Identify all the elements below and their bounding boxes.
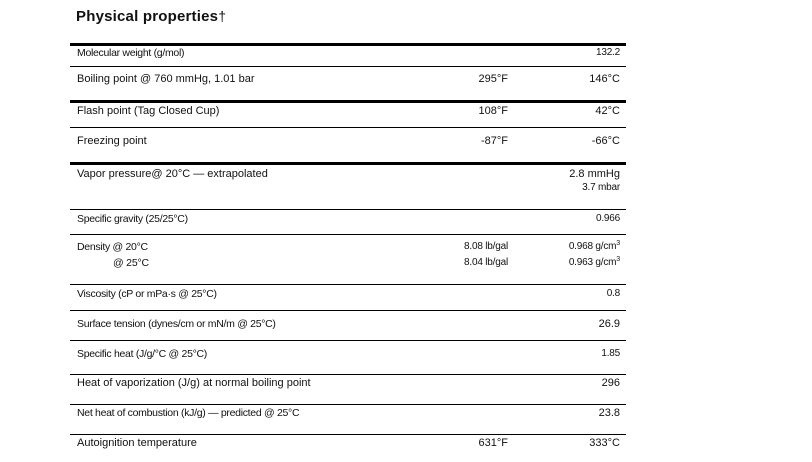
row-value-c: 146°C xyxy=(589,73,620,85)
row-value-c-secondary: 3.7 mbar xyxy=(582,182,620,193)
row-label-secondary: @ 25°C xyxy=(113,257,149,269)
row-divider xyxy=(70,209,626,210)
row-value-c: -66°C xyxy=(591,135,620,147)
page-title xyxy=(76,8,226,25)
row-value-c: 296 xyxy=(601,377,620,389)
row-label: Surface tension (dynes/cm or mN/m @ 25°C) xyxy=(77,318,276,330)
row-label: Density @ 20°C xyxy=(77,241,148,253)
row-label: Heat of vaporization (J/g) at normal boiling point xyxy=(77,377,311,389)
row-value-f: 295°F xyxy=(478,73,508,85)
row-label: Specific gravity (25/25°C) xyxy=(77,213,188,225)
row-value-c: 2.8 mmHg xyxy=(569,168,620,180)
title-dagger: † xyxy=(218,8,227,24)
row-divider xyxy=(70,404,626,405)
row-label: Viscosity (cP or mPa·s @ 25°C) xyxy=(77,288,217,300)
row-divider xyxy=(70,234,626,235)
row-value-f: 8.08 lb/gal xyxy=(464,241,508,252)
superscript: 3 xyxy=(616,240,620,247)
row-value-f: 631°F xyxy=(478,437,508,449)
row-label: Molecular weight (g/mol) xyxy=(77,47,185,59)
row-divider-thick xyxy=(70,100,626,103)
row-value-c: 132.2 xyxy=(595,47,620,58)
row-value-c: 26.9 xyxy=(598,318,620,330)
row-value-c: 23.8 xyxy=(598,407,620,419)
row-label: Boiling point @ 760 mmHg, 1.01 bar xyxy=(77,73,255,85)
row-value-f: 108°F xyxy=(478,105,508,117)
row-divider xyxy=(70,284,626,285)
row-divider xyxy=(70,127,626,128)
row-divider xyxy=(70,310,626,311)
table-top-rule xyxy=(70,43,626,46)
row-divider xyxy=(70,340,626,341)
row-divider-thick xyxy=(70,162,626,165)
row-label: Autoignition temperature xyxy=(77,437,197,449)
row-value-c: 42°C xyxy=(595,105,620,117)
row-value-f: -87°F xyxy=(480,135,508,147)
density-20-value: 0.968 g/cm xyxy=(568,241,617,252)
row-value-c: 1.85 xyxy=(601,348,620,359)
row-divider xyxy=(70,434,626,435)
row-value-c xyxy=(569,241,620,252)
row-divider xyxy=(70,66,626,67)
row-value-c: 0.966 xyxy=(595,213,620,224)
row-label: Flash point (Tag Closed Cup) xyxy=(77,105,220,117)
row-value-f-secondary: 8.04 lb/gal xyxy=(464,257,508,268)
row-label: Vapor pressure@ 20°C — extrapolated xyxy=(77,168,268,180)
row-value-c: 0.8 xyxy=(606,288,620,299)
row-label: Specific heat (J/g/°C @ 25°C) xyxy=(77,348,207,360)
density-25-value: 0.963 g/cm xyxy=(568,257,617,268)
row-value-c-secondary xyxy=(569,257,620,268)
row-label: Net heat of combustion (kJ/g) — predicted @ 25°C xyxy=(77,407,300,419)
row-label: Freezing point xyxy=(77,135,147,147)
row-value-c: 333°C xyxy=(589,437,620,449)
title-text: Physical properties xyxy=(76,8,219,25)
superscript: 3 xyxy=(616,256,620,263)
row-divider xyxy=(70,374,626,375)
